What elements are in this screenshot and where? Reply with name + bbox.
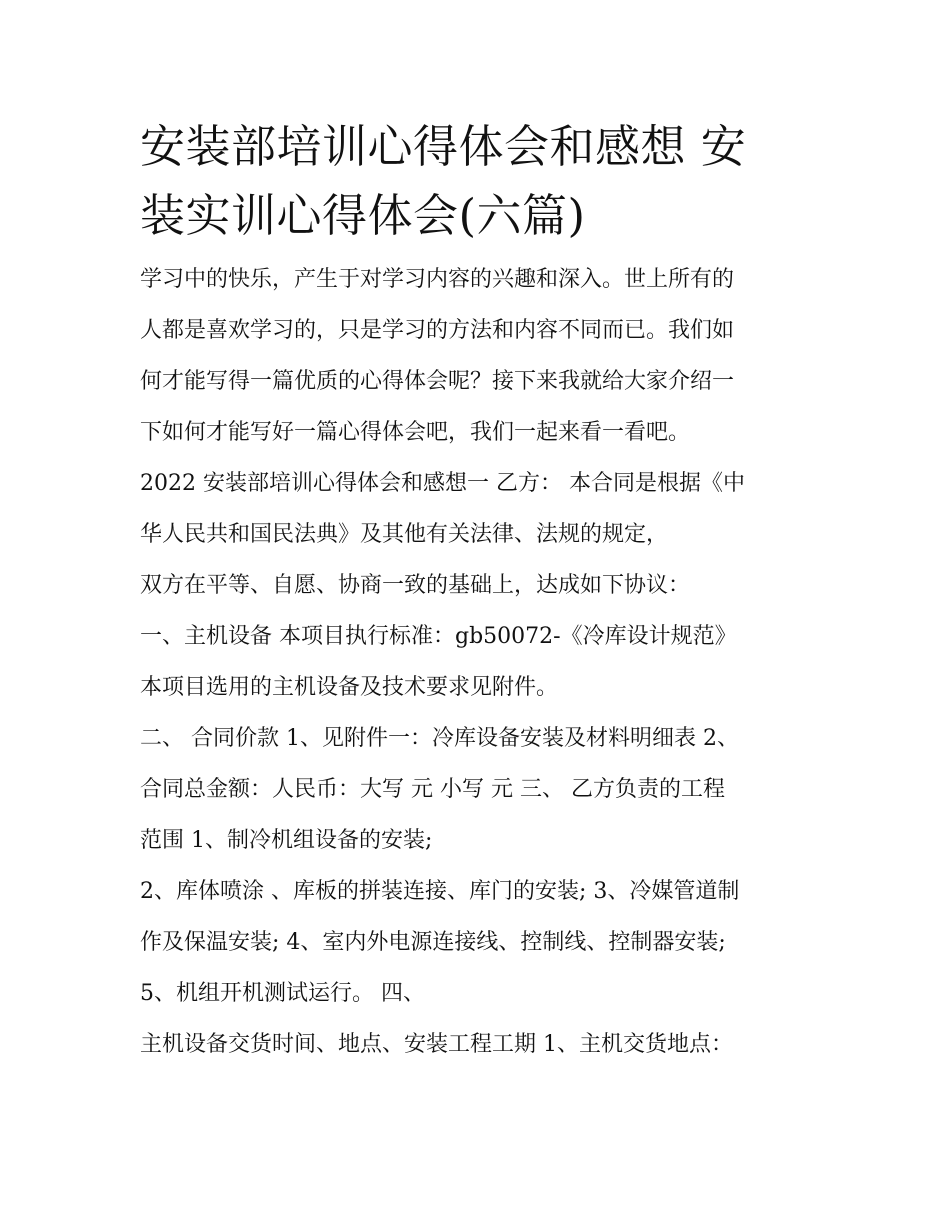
document-title xyxy=(140,108,830,246)
body-line: 合同总金额：人民币：大写 元 小写 元 三、 乙方负责的工程 xyxy=(140,777,725,802)
body-line: 华人民共和国民法典》及其他有关法律、法规的规定， xyxy=(140,522,669,547)
body-line: 双方在平等、自愿、协商一致的基础上，达成如下协议： xyxy=(140,573,691,598)
body-line: 何才能写得一篇优质的心得体会呢？接下来我就给大家介绍一 xyxy=(140,369,735,394)
body-line: 二、 合同价款 1、见附件一：冷库设备安装及材料明细表 2、 xyxy=(140,726,739,751)
body-line: 学习中的快乐，产生于对学习内容的兴趣和深入。世上所有的 xyxy=(140,267,735,292)
body-line: 5、机组开机测试运行。 四、 xyxy=(140,981,425,1006)
body-line: 主机设备交货时间、地点、安装工程工期 1、主机交货地点： xyxy=(140,1032,733,1057)
body-line: 作及保温安装; 4、室内外电源连接线、控制线、控制器安装; xyxy=(140,930,726,955)
title-line-2: 装实训心得体会(六篇) xyxy=(140,189,586,242)
body-line: 2022 安装部培训心得体会和感想一 乙方： 本合同是根据《中 xyxy=(140,471,745,496)
body-line: 本项目选用的主机设备及技术要求见附件。 xyxy=(140,675,559,700)
body-line: 下如何才能写好一篇心得体会吧，我们一起来看一看吧。 xyxy=(140,420,691,445)
body-line: 人都是喜欢学习的，只是学习的方法和内容不同而已。我们如 xyxy=(140,318,735,343)
body-line: 范围 1、制冷机组设备的安装; xyxy=(140,828,433,853)
document-body xyxy=(140,260,820,1064)
body-line: 2、库体喷涂 、库板的拼装连接、库门的安装; 3、冷媒管道制 xyxy=(140,879,740,904)
title-line-1: 安装部培训心得体会和感想 安 xyxy=(140,120,747,173)
body-line: 一、主机设备 本项目执行标准：gb50072-《冷库设计规范》 xyxy=(140,624,737,649)
